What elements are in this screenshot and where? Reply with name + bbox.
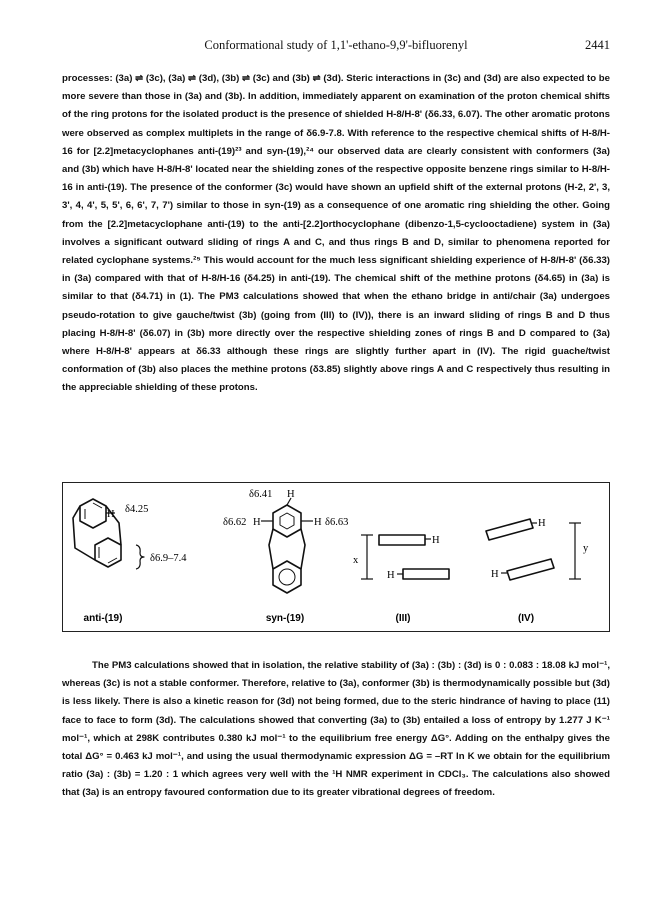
iv-top-h-label: H: [538, 518, 546, 529]
syn-right-h-label: H: [314, 517, 322, 528]
syn-19-structure: [261, 498, 313, 593]
iii-bottom-h-label: H: [387, 570, 395, 581]
syn-left-h-label: H: [253, 517, 261, 528]
iii-x-label: x: [353, 555, 359, 566]
paragraph-1: processes: (3a) ⇌ (3c), (3a) ⇌ (3d), (3b) ⇌ (3c) and (3b) ⇌ (3d). Steric interactions in (3c) and (3d) are also expected to be more severe than those in (3a) and (3b). In addition, immediately apparent on examination of the proton chemical shifts of the ring protons for the isolated product is the presence of shielded H-8/H-8' (δ6.33, 6.07). The other aromatic protons were observed as complex multiplets in the range of δ6.9-7.8. With reference to the respective chemical shifts of H-8/H-16 for [2.2]metacyclophanes anti-(19)²³ and syn-(19),²⁴ our observed data are clearly consistent with conformers (3a) and (3b) which have H-8/H-8' located near the shielding zones of the respective opposite benzene rings similar to H-8/H-16 in anti-(19). The presence of the conformer (3c) would have shown an upfield shift of the external protons (H-2, 2', 3, 3', 4, 4', 5, 5', 6, 6', 7, 7') similar to those in syn-(19) as a consequence of one aromatic ring shielding the other. Going from the [2.2]metacyclophane anti-(19) to the anti-[2.2]orthocyclophane (dibenzo-1,5-cyclooctadiene) system in (3a) involves a significant outward sliding of rings A and C, and thus rings B and D, similar to phenomena reported for related cyclophane systems.²⁵ This would account for the much less significant shielding experience of H-8/H-8' (δ6.33) in (3a) compared with that of H-8/H-16 (δ4.25) in anti-(19). The chemical shift of the methine protons (δ4.65) in (3a) is similar to that (δ4.71) in (1). The PM3 calculations showed that when the ethano bridge in anti/chair (3a) undergoes pseudo-rotation to give gauche/twist (3b) (going from (III) to (IV)), there is an inward sliding of rings B and D thus placing H-8/H-8' (δ6.07) in (3b) more directly over the respective shielding zones of rings B and D compared to (3a) where H-8/H-8' appears at δ6.33 although these rings are slightly further apart in (IV). The rigid guache/twist conformation of (3b) also places the methine protons (δ3.85) slightly above rings A and C respectively thus resulting in the appreciable shielding of these protons.: [62, 73, 610, 394]
iv-bottom-h-label: H: [491, 569, 499, 580]
syn-top-h-label: H: [287, 489, 295, 500]
syn-right-shift-label: δ6.63: [325, 517, 349, 528]
anti-shift-label: δ4.25: [125, 504, 149, 515]
iv-y-label: y: [583, 543, 589, 554]
syn-top-shift-label: δ6.41: [249, 489, 273, 500]
figure-drawing: [63, 483, 611, 633]
caption-anti-19: anti-(19): [83, 613, 123, 624]
syn-left-shift-label: δ6.62: [223, 517, 247, 528]
paragraph-2: The PM3 calculations showed that in isolation, the relative stability of (3a) : (3b) : (3d) is 0 : 0.083 : 18.08 kJ mol⁻¹, whereas (3c) is not a stable conformer. Therefore, relative to (3a), conformer (3b) is thermodynamically possible but (3d) is less likely. There is also a kinetic reason for (3d) not being formed, due to the steric hindrance of having to place (11) face to face to form (3d). The calculations showed that converting (3a) to (3b) entailed a loss of entropy by 1.277 J K⁻¹ mol⁻¹, which at 298K contributes 0.380 kJ mol⁻¹ to the equilibrium free energy ΔG°. Adding on the enthalpy gives the total ΔG° = 0.463 kJ mol⁻¹, and using the usual thermodynamic expression ΔG = –RT ln K we obtain for the equilibrium ratio (3a) : (3b) = 1.20 : 1 which agrees very well with the ¹H NMR experiment in CDCl₃. The calculations also showed that (3a) is an entropy favoured conformation due to its greater vibrational degrees of freedom.: [62, 660, 610, 799]
anti-multiplet-label: δ6.9–7.4: [150, 553, 187, 564]
page-number: 2441: [585, 38, 610, 52]
running-title: Conformational study of 1,1'-ethano-9,9'-bifluorenyl: [204, 38, 468, 52]
caption-syn-19: syn-(19): [265, 613, 305, 624]
running-header: [0, 38, 672, 54]
conformer-iv-structure: [486, 519, 581, 580]
figure-cyclophane-conformers: [62, 482, 610, 632]
caption-iv: (IV): [517, 613, 535, 624]
caption-iii: (III): [395, 613, 411, 624]
iii-top-h-label: H: [432, 535, 440, 546]
anti-h-label: H: [107, 509, 115, 520]
